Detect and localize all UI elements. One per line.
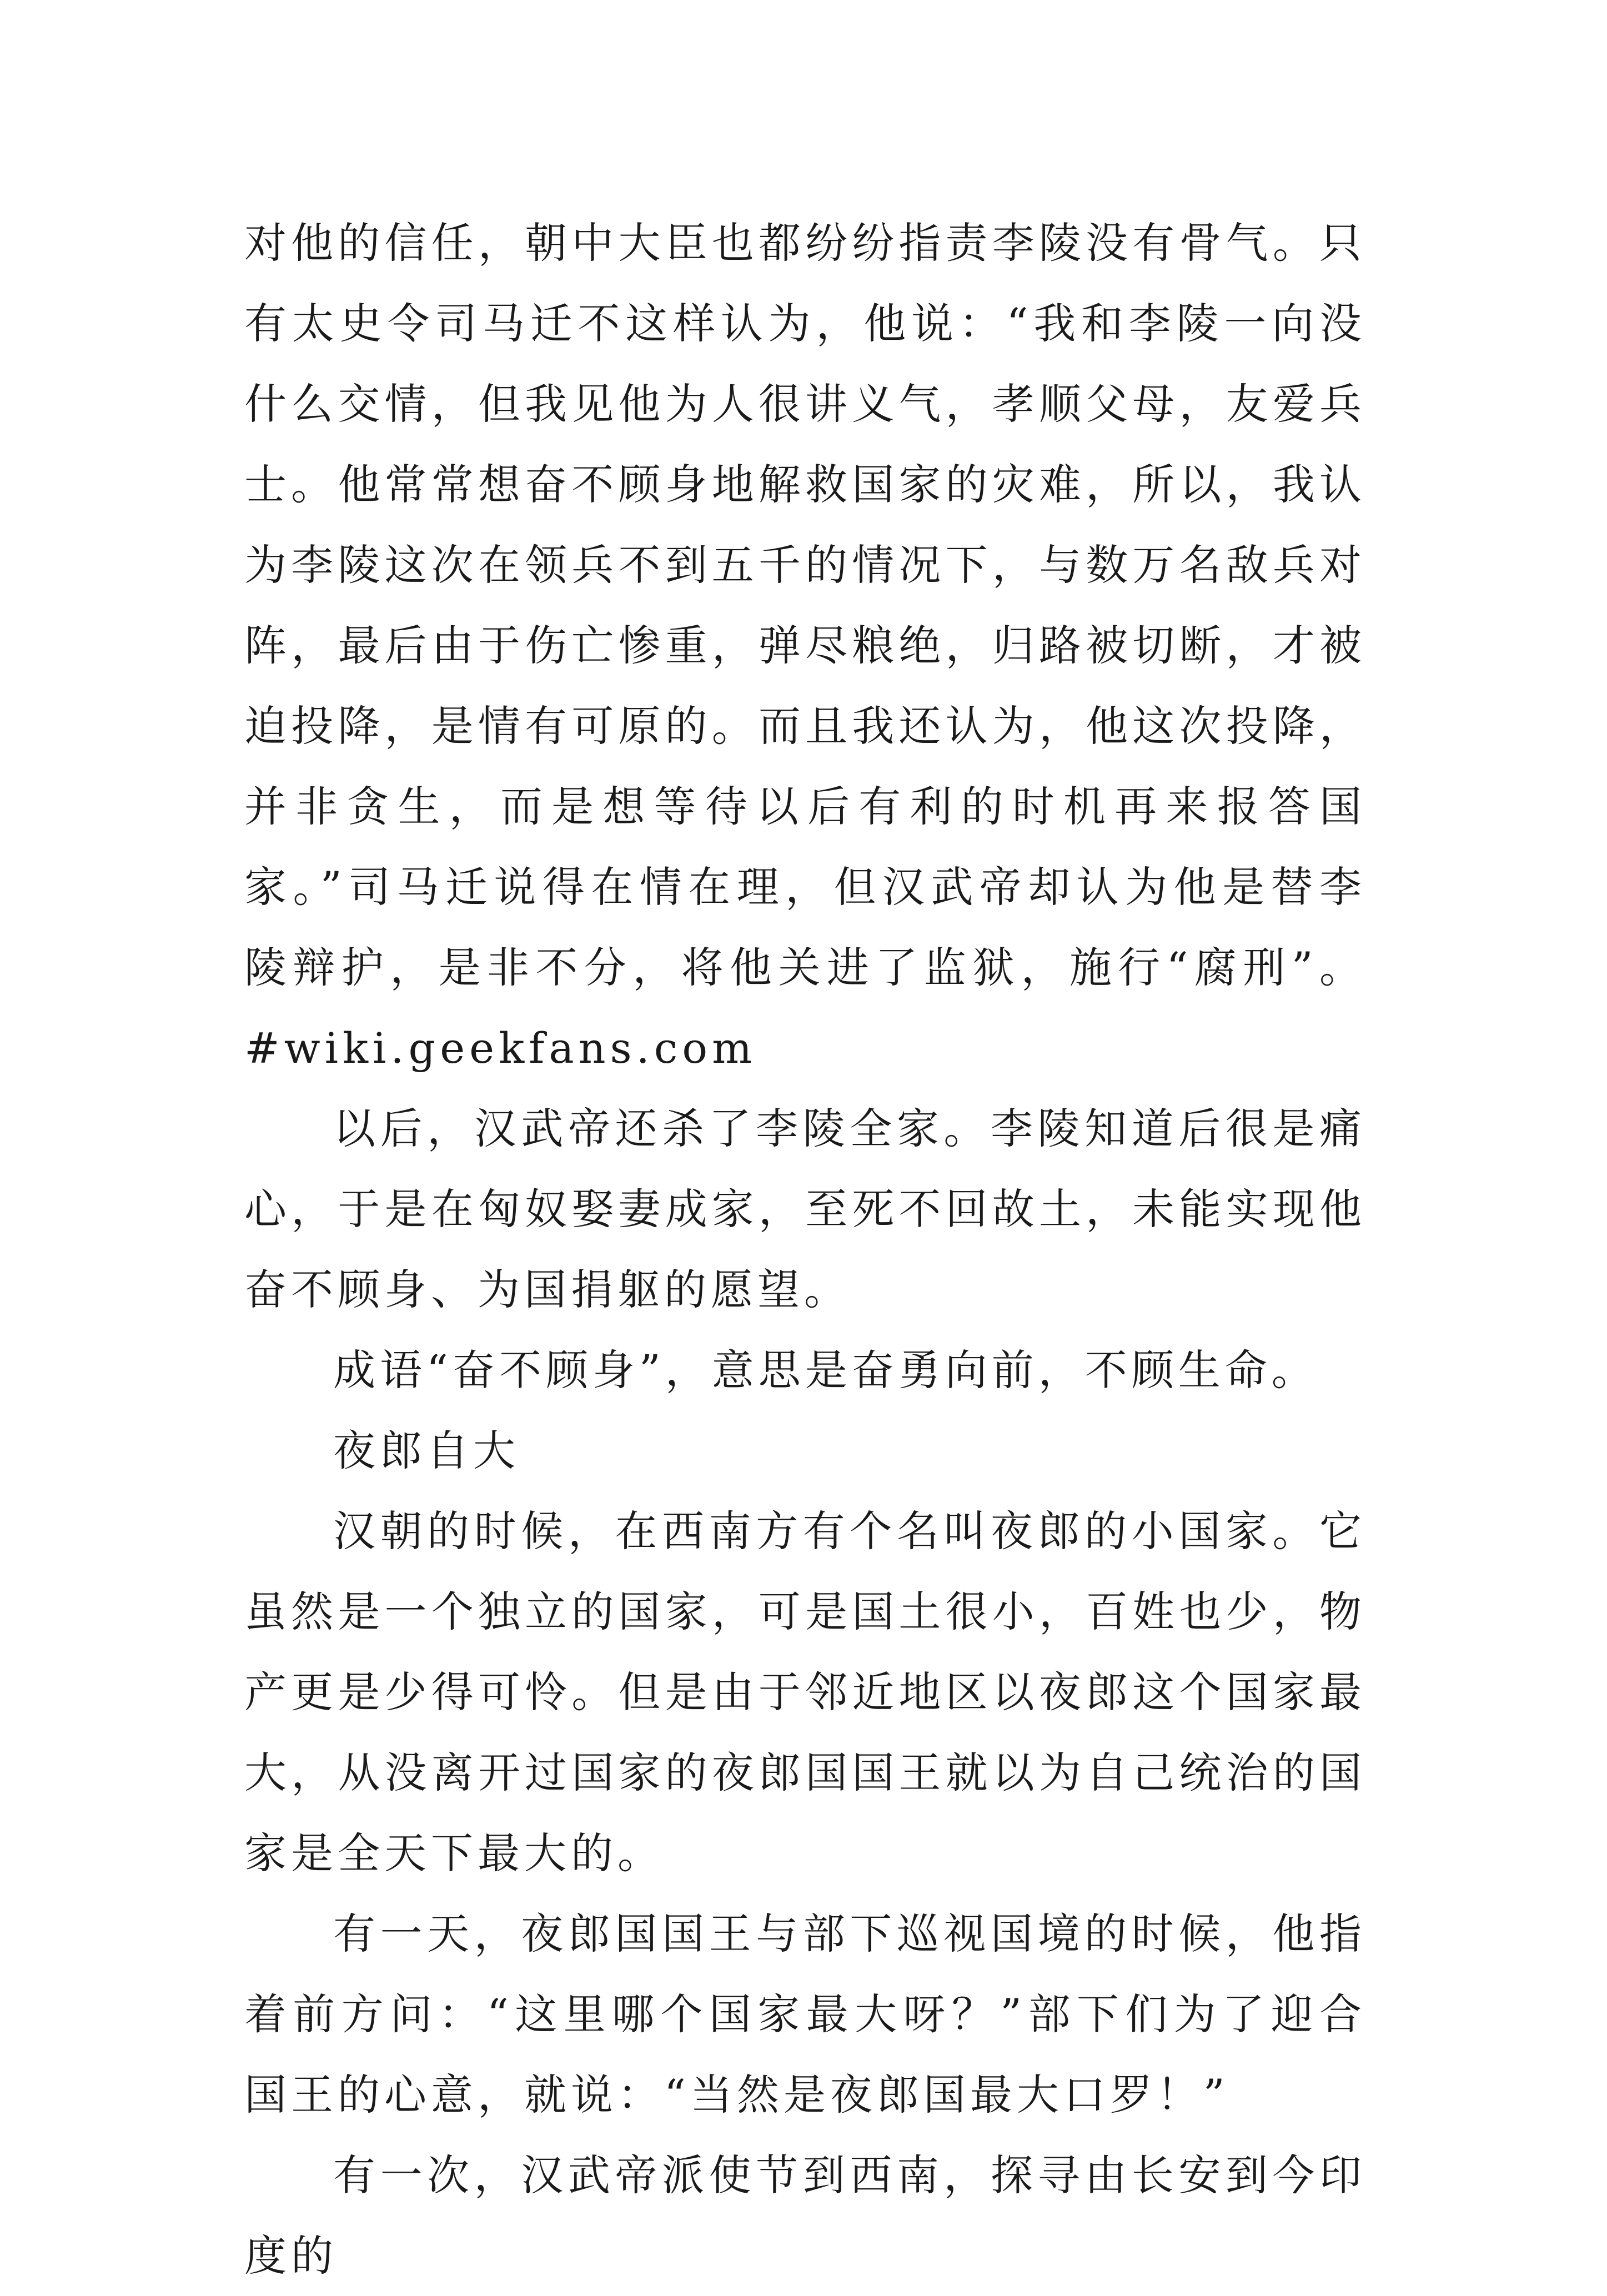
paragraph-4: 汉朝的时候，在西南方有个名叫夜郎的小国家。它虽然是一个独立的国家，可是国土很小，百姓也少，物产更是少得可怜。但是由于邻近地区以夜郎这个国家最大，从没离开过国家的夜郎国国王就以为自己统治的国家是全天下最大的。: [244, 1506, 1366, 1878]
paragraph-2: 以后，汉武帝还杀了李陵全家。李陵知道后很是痛心，于是在匈奴娶妻成家，至死不回故土，未能实现他奋不顾身、为国捐躯的愿望。: [244, 1104, 1366, 1314]
paragraph-3: 成语“奋不顾身”，意思是奋勇向前，不顾生命。: [333, 1345, 1318, 1395]
paragraph-5: 有一天，夜郎国国王与部下巡视国境的时候，他指着前方问：“这里哪个国家最大呀？”部下们为了迎合国王的心意，就说：“当然是夜郎国最大口罗！”: [244, 1909, 1366, 2119]
body-text: [244, 203, 1366, 2296]
section-heading: 夜郎自大: [333, 1426, 520, 1475]
paragraph-1: 对他的信任，朝中大臣也都纷纷指责李陵没有骨气。只有太史令司马迁不这样认为，他说：“我和李陵一向没什么交情，但我见他为人很讲义气，孝顺父母，友爱兵士。他常常想奋不顾身地解救国家的灾难，所以，我认为李陵这次在领兵不到五千的情况下，与数万名敌兵对阵，最后由于伤亡惨重，弹尽粮绝，归路被切断，才被迫投降，是情有可原的。而且我还认为，他这次投降，并非贪生，而是想等待以后有利的时机再来报答国家。”司马迁说得在情在理，但汉武帝却认为他是替李陵辩护，是非不分，将他关进了监狱，施行“腐刑”。 #wiki.geekfans.com: [244, 218, 1366, 1073]
paragraph-6: 有一次，汉武帝派使节到西南，探寻由长安到今印度的: [244, 2151, 1366, 2280]
